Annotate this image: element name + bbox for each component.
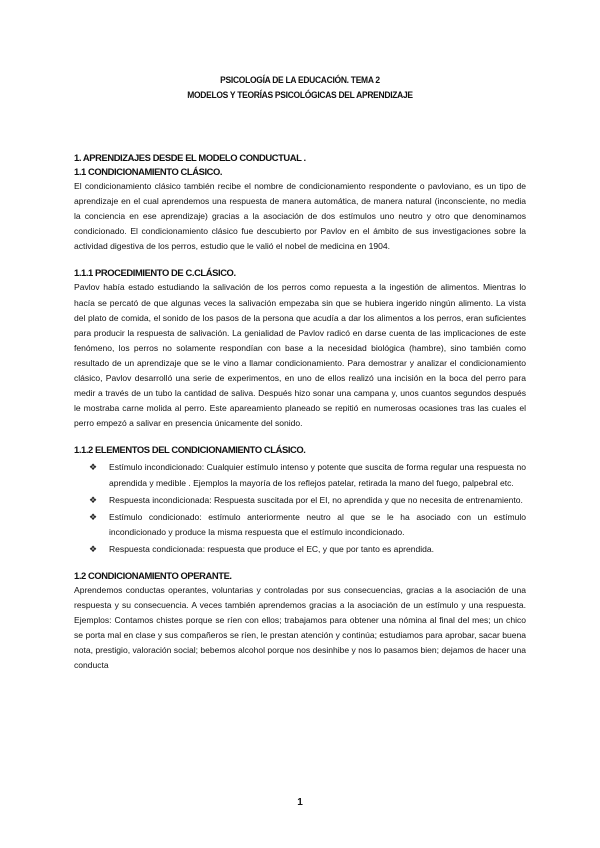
document-title: PSICOLOGÍA DE LA EDUCACIÓN. TEMA 2 xyxy=(220,75,380,85)
list-item xyxy=(89,493,526,508)
section-heading-1-1-1: 1.1.1 PROCEDIMIENTO DE C.CLÁSICO. xyxy=(74,267,236,279)
list-item xyxy=(89,510,526,540)
list-item-text: Respuesta condicionada: respuesta que produce el EC, y que por tanto es aprendida. xyxy=(109,543,434,554)
list-item-text: Respuesta incondicionada: Respuesta suscitada por el EI, no aprendida y que no necesita de entrenamiento. xyxy=(109,494,523,505)
section-heading-1-1-2: 1.1.2 ELEMENTOS DEL CONDICIONAMIENTO CLÁSICO. xyxy=(74,444,306,456)
list-item-text: Estímulo incondicionado: Cualquier estímulo intenso y potente que suscita de forma regular una respuesta no aprendida y medible . Ejemplos la mayoría de los reflejos patelar, retirada la mano del fuego, palpebral etc. xyxy=(109,462,526,488)
document-header xyxy=(0,73,600,103)
page-number: 1 xyxy=(297,797,303,808)
list-item xyxy=(89,542,526,557)
diamond-bullet-icon: ❖ xyxy=(89,462,98,473)
list-item-text: Estímulo condicionado: estímulo anteriormente neutro al que se le ha asociado con un estímulo incondicionado y produce la misma respuesta que el estímulo incondicionado. xyxy=(109,511,526,537)
section-heading-1-2: 1.2 CONDICIONAMIENTO OPERANTE. xyxy=(74,569,232,581)
document-subtitle: MODELOS Y TEORÍAS PSICOLÓGICAS DEL APRENDIZAJE xyxy=(187,90,413,100)
paragraph-condicionamiento-clasico: El condicionamiento clásico también recibe el nombre de condicionamiento respondente o pavloviano, es un tipo de aprendizaje en el cual aprendemos una respuesta de manera automática, de manera natural (inconsciente, no media la conciencia en ese aprendizaje) gracias a la asociación de dos estímulos uno neutro y otro que denominamos condicionado. El condicionamiento clásico fue descubierto por Pavlov en el ámbito de sus investigaciones sobre la actividad digestiva de los perros, estudio que le valió el nobel de medicina en 1904. xyxy=(74,181,526,252)
section-heading-1-1: 1.1 CONDICIONAMIENTO CLÁSICO. xyxy=(74,166,223,177)
diamond-bullet-icon: ❖ xyxy=(89,543,98,554)
elements-list xyxy=(74,460,526,557)
list-item xyxy=(89,460,526,490)
paragraph-procedimiento: Pavlov había estado estudiando la salivación de los perros como repuesta a la ingestión de alimentos. Mientras lo hacía se percató de que algunas veces la salivación empezaba sin que se hubiera ingerido ningún alimento. La vista del plato de comida, el sonido de los pasos de la persona que acudía a dar los alimentos a los perros, eran suficientes para producir la respuesta de salivación. La genialidad de Pavlov radicó en darse cuenta de las implicaciones de este fenómeno, los perros no solamente respondían con base a la necesidad biológica (hambre), sino también como resultado de un aprendizaje que se le vino a llamar condicionamiento. Para demostrar y analizar el condicionamiento clásico, Pavlov desarrolló una serie de experimentos, en uno de ellos realizó una incisión en la boca del perro para medir a través de un tubo la cantidad de saliva. Después hizo sonar una campana y, unos cuantos segundos después le mostraba carne molida al perro. Este apareamiento planeado se repitió en numerosas ocasiones tras las cuales el perro empezó a salivar en presencia únicamente del sonido. xyxy=(74,282,526,429)
paragraph-condicionamiento-operante: Aprendemos conductas operantes, voluntarias y controladas por sus consecuencias, gracias a la asociación de una respuesta y su consecuencia. A veces también aprendemos gracias a la asociación de un estímulo y una respuesta. Ejemplos: Contamos chistes porque se ríen con ellos; trabajamos para obtener una nómina al final del mes; un chico se porta mal en clase y sus compañeros se ríen, le prestan atención y continúa; estudiamos para aprobar, sacar buena nota, prestigio, valoración social; bebemos alcohol porque nos desinhibe y nos lo pasamos bien; dejamos de hacer una conducta xyxy=(74,584,526,671)
diamond-bullet-icon: ❖ xyxy=(89,494,98,505)
diamond-bullet-icon: ❖ xyxy=(89,511,98,522)
document-body xyxy=(74,151,526,674)
section-heading-1: 1. APRENDIZAJES DESDE EL MODELO CONDUCTUAL . xyxy=(74,152,306,163)
